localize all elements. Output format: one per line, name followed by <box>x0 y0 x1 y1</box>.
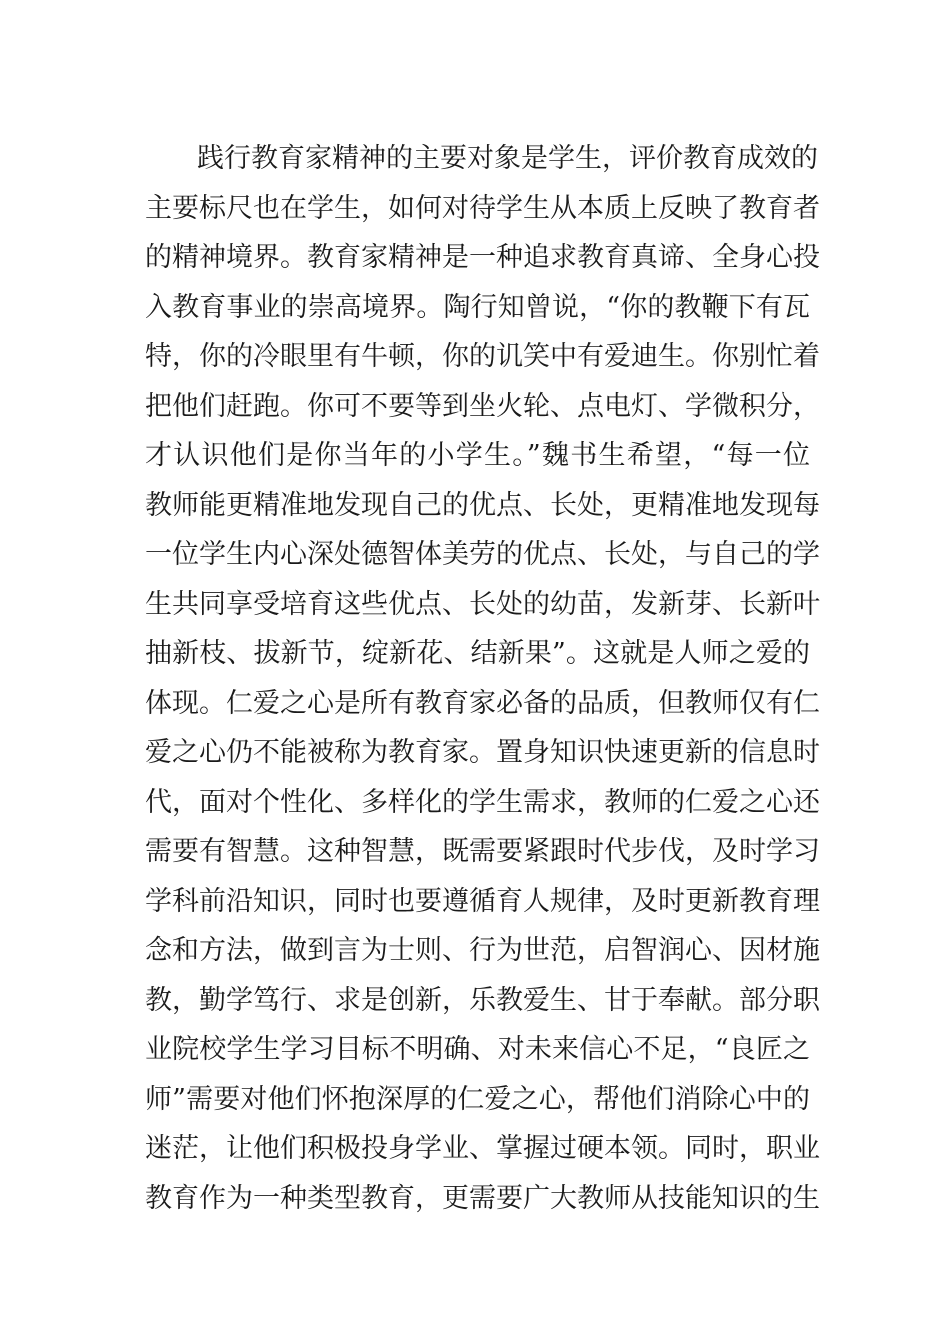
paragraph-line: 迷茫，让他们积极投身学业、掌握过硬本领。同时，职业 <box>145 1133 820 1164</box>
paragraph-line: 学科前沿知识，同时也要遵循育人规律，及时更新教育理 <box>145 885 820 917</box>
paragraph-line: 教，勤学笃行、求是创新，乐教爱生、甘于奉献。部分职 <box>145 984 820 1016</box>
paragraph-line: 抽新枝、拔新节，绽新花、结新果”。这就是人师之爱的 <box>145 638 810 669</box>
paragraph-line: 才认识他们是你当年的小学生。”魏书生希望，“每一位 <box>145 440 810 471</box>
paragraph-line: 体现。仁爱之心是所有教育家必备的品质，但教师仅有仁 <box>145 687 820 719</box>
paragraph-line: 念和方法，做到言为士则、行为世范，启智润心、因材施 <box>145 935 820 966</box>
paragraph-line: 教育作为一种类型教育，更需要广大教师从技能知识的生 <box>145 1182 820 1214</box>
paragraph-line: 生共同享受培育这些优点、长处的幼苗，发新芽、长新叶 <box>145 588 820 620</box>
paragraph-line: 需要有智慧。这种智慧，既需要紧跟时代步伐，及时学习 <box>145 836 820 867</box>
paragraph-line: 入教育事业的崇高境界。陶行知曾说，“你的教鞭下有瓦 <box>145 291 810 323</box>
paragraph-line: 特，你的冷眼里有牛顿，你的讥笑中有爱迪生。你别忙着 <box>145 341 820 372</box>
paragraph-line: 爱之心仍不能被称为教育家。置身知识快速更新的信息时 <box>145 737 820 768</box>
paragraph-line: 师”需要对他们怀抱深厚的仁爱之心，帮他们消除心中的 <box>145 1083 810 1115</box>
paragraph-line: 代，面对个性化、多样化的学生需求，教师的仁爱之心还 <box>145 786 820 818</box>
paragraph-line: 主要标尺也在学生，如何对待学生从本质上反映了教育者 <box>145 192 820 224</box>
paragraph-line: 教师能更精准地发现自己的优点、长处，更精准地发现每 <box>145 489 820 521</box>
paragraph-line: 的精神境界。教育家精神是一种追求教育真谛、全身心投 <box>145 242 820 273</box>
paragraph-line: 业院校学生学习目标不明确、对未来信心不足，“良匠之 <box>145 1034 810 1065</box>
body-paragraph <box>145 134 820 1223</box>
paragraph-line: 践行教育家精神的主要对象是学生，评价教育成效的 <box>197 143 818 174</box>
paragraph-line: 把他们赶跑。你可不要等到坐火轮、点电灯、学微积分， <box>145 390 820 422</box>
paragraph-line: 一位学生内心深处德智体美劳的优点、长处，与自己的学 <box>145 539 820 570</box>
